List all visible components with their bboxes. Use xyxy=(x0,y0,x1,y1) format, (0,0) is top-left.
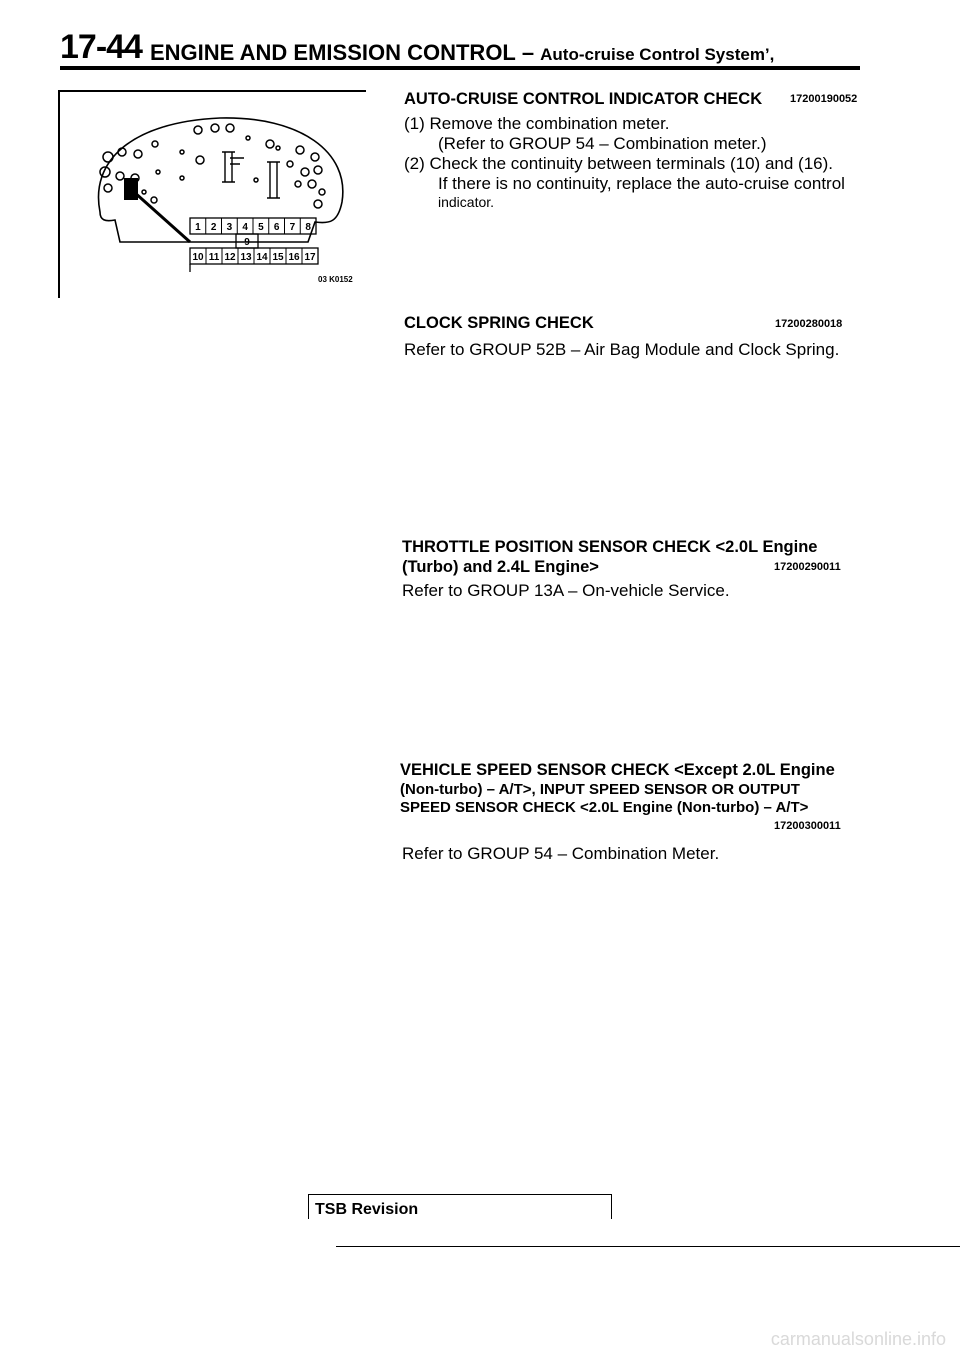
figure-code: 03 K0152 xyxy=(318,275,353,284)
connector-pin-8: 8 xyxy=(305,222,311,233)
connector-pin-6: 6 xyxy=(273,222,280,233)
connector-pin-14: 14 xyxy=(256,252,268,263)
combination-meter-drawing xyxy=(60,92,366,298)
vehicle-speed-title-line-1: VEHICLE SPEED SENSOR CHECK <Except 2.0L Engine xyxy=(400,761,835,779)
title-dash: – xyxy=(521,40,535,65)
connector-pin-5: 5 xyxy=(258,222,264,233)
connector-pin-9: 9 xyxy=(244,237,250,248)
connector-pin-17: 17 xyxy=(304,252,316,263)
clock-spring-code: 17200280018 xyxy=(775,318,843,330)
tsb-revision-box xyxy=(308,1194,612,1219)
connector-pin-2: 2 xyxy=(210,222,217,233)
indicator-check-title: AUTO-CRUISE CONTROL INDICATOR CHECK xyxy=(404,90,763,108)
connector-pin-12: 12 xyxy=(224,252,236,263)
connector-pin-7: 7 xyxy=(289,222,296,233)
page-number: 17-44 xyxy=(60,28,142,66)
indicator-step-1: (1) Remove the combination meter. xyxy=(404,114,670,133)
throttle-text: Refer to GROUP 13A – On-vehicle Service. xyxy=(402,581,730,600)
connector-pin-11: 11 xyxy=(208,252,220,263)
vehicle-speed-code: 17200300011 xyxy=(774,820,841,832)
connector-pin-10: 10 xyxy=(192,252,204,263)
connector-pin-16: 16 xyxy=(288,252,300,263)
connector-pin-13: 13 xyxy=(240,252,252,263)
connector-pin-3: 3 xyxy=(226,222,233,233)
vehicle-speed-title-line-3: SPEED SENSOR CHECK <2.0L Engine (Non-turbo) – A/T> xyxy=(400,799,809,816)
indicator-highlight xyxy=(124,178,138,200)
connector-pin-15: 15 xyxy=(272,252,284,263)
vehicle-speed-text: Refer to GROUP 54 – Combination Meter. xyxy=(402,844,720,863)
tsb-revision-label: TSB Revision xyxy=(315,1201,419,1218)
throttle-code: 17200290011 xyxy=(774,561,841,573)
header-rule xyxy=(60,66,860,70)
section-subtitle: Auto-cruise Control System’, xyxy=(540,45,775,64)
vehicle-speed-title-line-2: (Non-turbo) – A/T>, INPUT SPEED SENSOR OR OUTPUT xyxy=(400,781,800,798)
combination-meter-figure xyxy=(58,90,366,298)
footer-rule xyxy=(336,1246,960,1247)
watermark: carmanualsonline.info xyxy=(770,1329,946,1349)
connector-pin-4: 4 xyxy=(242,222,248,233)
throttle-title-line-1: THROTTLE POSITION SENSOR CHECK <2.0L Engine xyxy=(402,538,818,556)
section-title: ENGINE AND EMISSION CONTROL xyxy=(150,40,516,65)
clock-spring-text: Refer to GROUP 52B – Air Bag Module and Clock Spring. xyxy=(404,340,840,359)
indicator-step-1-note: (Refer to GROUP 54 – Combination meter.) xyxy=(438,134,767,153)
indicator-step-2-note: If there is no continuity, replace the auto-cruise control xyxy=(438,174,845,193)
page-title xyxy=(150,40,774,66)
connector-pin-1: 1 xyxy=(195,222,201,233)
indicator-step-2-note-end: indicator. xyxy=(438,194,495,210)
throttle-title-line-2: (Turbo) and 2.4L Engine> xyxy=(402,558,599,576)
indicator-step-2: (2) Check the continuity between terminals (10) and (16). xyxy=(404,154,833,173)
indicator-check-code: 17200190052 xyxy=(790,93,858,105)
clock-spring-title: CLOCK SPRING CHECK xyxy=(404,314,594,332)
